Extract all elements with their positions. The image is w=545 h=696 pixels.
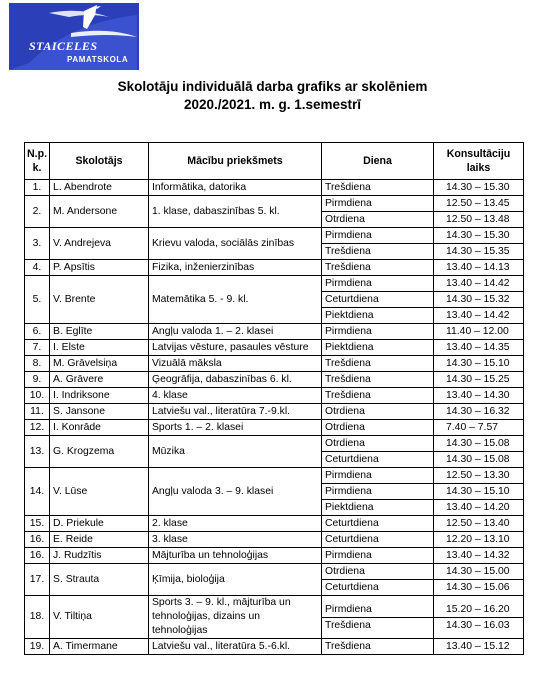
teacher-name: B. Eglīte bbox=[50, 324, 149, 340]
time-entry: 14.30 – 15.35 bbox=[434, 243, 523, 259]
day-cell bbox=[322, 340, 434, 356]
subject: Latviešu val., literatūra 7.-9.kl. bbox=[149, 404, 322, 420]
day-entry: Trešdiena bbox=[325, 374, 371, 385]
day-cell bbox=[322, 516, 434, 532]
day-cell bbox=[322, 196, 434, 228]
table-row bbox=[25, 260, 524, 276]
day-entry: Ceturtdiena bbox=[325, 518, 379, 529]
subject: Fizika, inženierzinības bbox=[149, 260, 322, 276]
day-entry: Pirmdiena bbox=[325, 550, 372, 561]
subject: Ķīmija, bioloģija bbox=[149, 564, 322, 596]
table-row bbox=[25, 516, 524, 532]
teacher-name: S. Strauta bbox=[50, 564, 149, 596]
subject: 1. klase, dabaszinības 5. kl. bbox=[149, 196, 322, 228]
table-row bbox=[25, 532, 524, 548]
time-cell bbox=[434, 532, 524, 548]
time-entry: 13.40 – 14.42 bbox=[446, 278, 510, 289]
time-cell bbox=[434, 516, 524, 532]
table-row bbox=[25, 436, 524, 468]
time-entry: 13.40 – 15.12 bbox=[446, 641, 510, 652]
table-row bbox=[25, 228, 524, 260]
time-entry: 14.30 – 15.08 bbox=[446, 438, 510, 449]
time-cell bbox=[434, 228, 524, 260]
day-entry: Trešdiena bbox=[325, 262, 371, 273]
table-row bbox=[25, 388, 524, 404]
time-entry: 12.50 – 13.48 bbox=[434, 211, 523, 227]
day-cell bbox=[322, 564, 434, 596]
document-title: Skolotāju individuālā darba grafiks ar skolēniem bbox=[117, 79, 428, 94]
subject: 2. klase bbox=[149, 516, 322, 532]
document-subtitle: 2020./2021. m. g. 1.semestrī bbox=[183, 97, 362, 112]
teacher-name: I. Konrāde bbox=[50, 420, 149, 436]
day-entry: Trešdiena bbox=[325, 641, 371, 652]
subject: 3. klase bbox=[149, 532, 322, 548]
row-number: 11. bbox=[25, 404, 50, 420]
day-entry: Piektdiena bbox=[325, 342, 374, 353]
day-entry: Trešdiena bbox=[322, 617, 433, 633]
day-entry: Ceturtdiena bbox=[322, 291, 433, 307]
header-teacher: Skolotājs bbox=[50, 143, 149, 180]
teacher-name: I. Indriksone bbox=[50, 388, 149, 404]
row-number: 2. bbox=[25, 196, 50, 228]
teacher-name: E. Reide bbox=[50, 532, 149, 548]
row-number: 14. bbox=[25, 468, 50, 516]
time-cell bbox=[434, 340, 524, 356]
time-entry: 13.40 – 14.30 bbox=[446, 390, 510, 401]
day-entry: Pirmdiena bbox=[325, 198, 372, 209]
day-entry: Piektdiena bbox=[322, 499, 433, 515]
time-cell bbox=[434, 468, 524, 516]
day-cell bbox=[322, 356, 434, 372]
day-entry: Trešdiena bbox=[325, 390, 371, 401]
day-entry: Ceturtdiena bbox=[322, 451, 433, 467]
day-entry: Pirmdiena bbox=[325, 603, 372, 615]
time-entry: 12.20 – 13.10 bbox=[446, 534, 510, 545]
day-entry: Piektdiena bbox=[322, 307, 433, 323]
teacher-name: A. Grāvere bbox=[50, 372, 149, 388]
day-cell bbox=[322, 276, 434, 324]
subject: Angļu valoda 1. – 2. klasei bbox=[149, 324, 322, 340]
subject: Matemātika 5. - 9. kl. bbox=[149, 276, 322, 324]
time-cell bbox=[434, 356, 524, 372]
day-cell bbox=[322, 180, 434, 196]
table-row bbox=[25, 468, 524, 516]
day-cell bbox=[322, 468, 434, 516]
teacher-name: A. Timermane bbox=[50, 639, 149, 655]
logo-line-1: STAICELES bbox=[29, 39, 98, 53]
day-entry: Trešdiena bbox=[325, 358, 371, 369]
day-entry: Pirmdiena bbox=[325, 470, 372, 481]
table-row bbox=[25, 639, 524, 655]
time-entry: 14.30 – 15.30 bbox=[446, 230, 510, 241]
time-cell bbox=[434, 639, 524, 655]
teacher-name: I. Elste bbox=[50, 340, 149, 356]
day-cell bbox=[322, 324, 434, 340]
table-row bbox=[25, 324, 524, 340]
time-entry: 14.30 – 15.10 bbox=[434, 483, 523, 499]
time-entry: 14.30 – 16.03 bbox=[434, 617, 523, 633]
time-entry: 13.40 – 14.32 bbox=[446, 550, 510, 561]
table-row bbox=[25, 372, 524, 388]
time-entry: 7.40 – 7.57 bbox=[446, 422, 498, 433]
time-cell bbox=[434, 196, 524, 228]
row-number: 17. bbox=[25, 564, 50, 596]
subject: Latvijas vēsture, pasaules vēsture bbox=[149, 340, 322, 356]
time-cell bbox=[434, 180, 524, 196]
time-entry: 14.30 – 15.10 bbox=[446, 358, 510, 369]
day-entry: Otrdiena bbox=[325, 438, 365, 449]
table-row bbox=[25, 276, 524, 324]
time-cell bbox=[434, 548, 524, 564]
table-row bbox=[25, 180, 524, 196]
day-entry: Trešdiena bbox=[322, 243, 433, 259]
time-entry: 12.50 – 13.30 bbox=[446, 470, 510, 481]
subject: Informātika, datorika bbox=[149, 180, 322, 196]
school-logo bbox=[9, 3, 139, 70]
teacher-name: V. Andrejeva bbox=[50, 228, 149, 260]
time-cell bbox=[434, 260, 524, 276]
row-number: 15. bbox=[25, 516, 50, 532]
time-entry: 14.30 – 15.25 bbox=[446, 374, 510, 385]
subject: Mājturība un tehnoloģijas bbox=[149, 548, 322, 564]
time-entry: 15.20 – 16.20 bbox=[446, 603, 510, 615]
day-cell bbox=[322, 260, 434, 276]
time-cell bbox=[434, 420, 524, 436]
header-day: Diena bbox=[322, 143, 434, 180]
subject: Ģeogrāfija, dabaszinības 6. kl. bbox=[149, 372, 322, 388]
time-entry: 13.40 – 14.20 bbox=[434, 499, 523, 515]
subject: Angļu valoda 3. – 9. klasei bbox=[149, 468, 322, 516]
logo-line-2: PAMATSKOLA bbox=[67, 55, 129, 64]
time-entry: 14.30 – 15.30 bbox=[446, 182, 510, 193]
time-entry: 14.30 – 15.06 bbox=[434, 579, 523, 595]
day-cell bbox=[322, 532, 434, 548]
table-header-row bbox=[25, 143, 524, 180]
day-cell bbox=[322, 548, 434, 564]
day-entry: Ceturtdiena bbox=[322, 579, 433, 595]
time-cell bbox=[434, 324, 524, 340]
day-entry: Otrdiena bbox=[325, 422, 365, 433]
subject: Krievu valoda, sociālās zinības bbox=[149, 228, 322, 260]
row-number: 4. bbox=[25, 260, 50, 276]
teacher-name: D. Priekule bbox=[50, 516, 149, 532]
row-number: 19. bbox=[25, 639, 50, 655]
header-nr: N.p. k. bbox=[25, 143, 50, 180]
row-number: 1. bbox=[25, 180, 50, 196]
day-entry: Pirmdiena bbox=[325, 326, 372, 337]
row-number: 3. bbox=[25, 228, 50, 260]
table-row bbox=[25, 548, 524, 564]
time-entry: 13.40 – 14.35 bbox=[446, 342, 510, 353]
time-entry: 11.40 – 12.00 bbox=[446, 326, 509, 337]
day-entry: Ceturtdiena bbox=[325, 534, 379, 545]
teacher-name: L. Abendrote bbox=[50, 180, 149, 196]
subject: Latviešu val., literatūra 5.-6.kl. bbox=[149, 639, 322, 655]
day-cell bbox=[322, 420, 434, 436]
table-row bbox=[25, 404, 524, 420]
day-cell bbox=[322, 404, 434, 420]
day-entry: Otrdiena bbox=[325, 406, 365, 417]
time-cell bbox=[434, 436, 524, 468]
row-number: 6. bbox=[25, 324, 50, 340]
subject: Vizuālā māksla bbox=[149, 356, 322, 372]
table-row bbox=[25, 196, 524, 228]
row-number: 10. bbox=[25, 388, 50, 404]
subject: Sports 1. – 2. klasei bbox=[149, 420, 322, 436]
day-cell bbox=[322, 639, 434, 655]
header-subject: Mācību priekšmets bbox=[149, 143, 322, 180]
teacher-name: V. Lūse bbox=[50, 468, 149, 516]
day-entry: Otrdiena bbox=[325, 566, 365, 577]
teacher-name: V. Tiltiņa bbox=[50, 596, 149, 639]
row-number: 7. bbox=[25, 340, 50, 356]
row-number: 16. bbox=[25, 532, 50, 548]
time-cell bbox=[434, 596, 524, 639]
time-entry: 12.50 – 13.45 bbox=[446, 198, 510, 209]
time-entry: 13.40 – 14.42 bbox=[434, 307, 523, 323]
day-cell bbox=[322, 436, 434, 468]
teacher-name: M. Andersone bbox=[50, 196, 149, 228]
time-cell bbox=[434, 564, 524, 596]
day-entry: Pirmdiena bbox=[322, 483, 433, 499]
time-cell bbox=[434, 276, 524, 324]
row-number: 16. bbox=[25, 548, 50, 564]
subject: Mūzika bbox=[149, 436, 322, 468]
teacher-name: M. Grāvelsiņa bbox=[50, 356, 149, 372]
header-time: Konsultāciju laiks bbox=[434, 143, 524, 180]
table-row bbox=[25, 564, 524, 596]
time-entry: 14.30 – 15.00 bbox=[446, 566, 510, 577]
schedule-table bbox=[24, 142, 524, 655]
time-entry: 12.50 – 13.40 bbox=[446, 518, 510, 529]
time-cell bbox=[434, 404, 524, 420]
row-number: 5. bbox=[25, 276, 50, 324]
time-cell bbox=[434, 388, 524, 404]
day-entry: Pirmdiena bbox=[325, 230, 372, 241]
subject: 4. klase bbox=[149, 388, 322, 404]
time-entry: 14.30 – 15.32 bbox=[434, 291, 523, 307]
table-row bbox=[25, 420, 524, 436]
row-number: 13. bbox=[25, 436, 50, 468]
day-cell bbox=[322, 372, 434, 388]
table-row bbox=[25, 340, 524, 356]
day-entry: Otrdiena bbox=[322, 211, 433, 227]
subject: Sports 3. – 9. kl., mājturība un tehnoloģijas, dizains un tehnoloģijas bbox=[149, 596, 322, 639]
time-entry: 14.30 – 15.08 bbox=[434, 451, 523, 467]
table-row bbox=[25, 356, 524, 372]
teacher-name: J. Rudzītis bbox=[50, 548, 149, 564]
table-row bbox=[25, 596, 524, 639]
row-number: 12. bbox=[25, 420, 50, 436]
time-entry: 13.40 – 14.13 bbox=[446, 262, 510, 273]
day-entry: Trešdiena bbox=[325, 182, 371, 193]
teacher-name: G. Krogzema bbox=[50, 436, 149, 468]
teacher-name: V. Brente bbox=[50, 276, 149, 324]
row-number: 18. bbox=[25, 596, 50, 639]
row-number: 8. bbox=[25, 356, 50, 372]
day-cell bbox=[322, 228, 434, 260]
teacher-name: S. Jansone bbox=[50, 404, 149, 420]
time-cell bbox=[434, 372, 524, 388]
day-cell bbox=[322, 596, 434, 639]
day-cell bbox=[322, 388, 434, 404]
row-number: 9. bbox=[25, 372, 50, 388]
teacher-name: P. Apsītis bbox=[50, 260, 149, 276]
time-entry: 14.30 – 16.32 bbox=[446, 406, 510, 417]
day-entry: Pirmdiena bbox=[325, 278, 372, 289]
